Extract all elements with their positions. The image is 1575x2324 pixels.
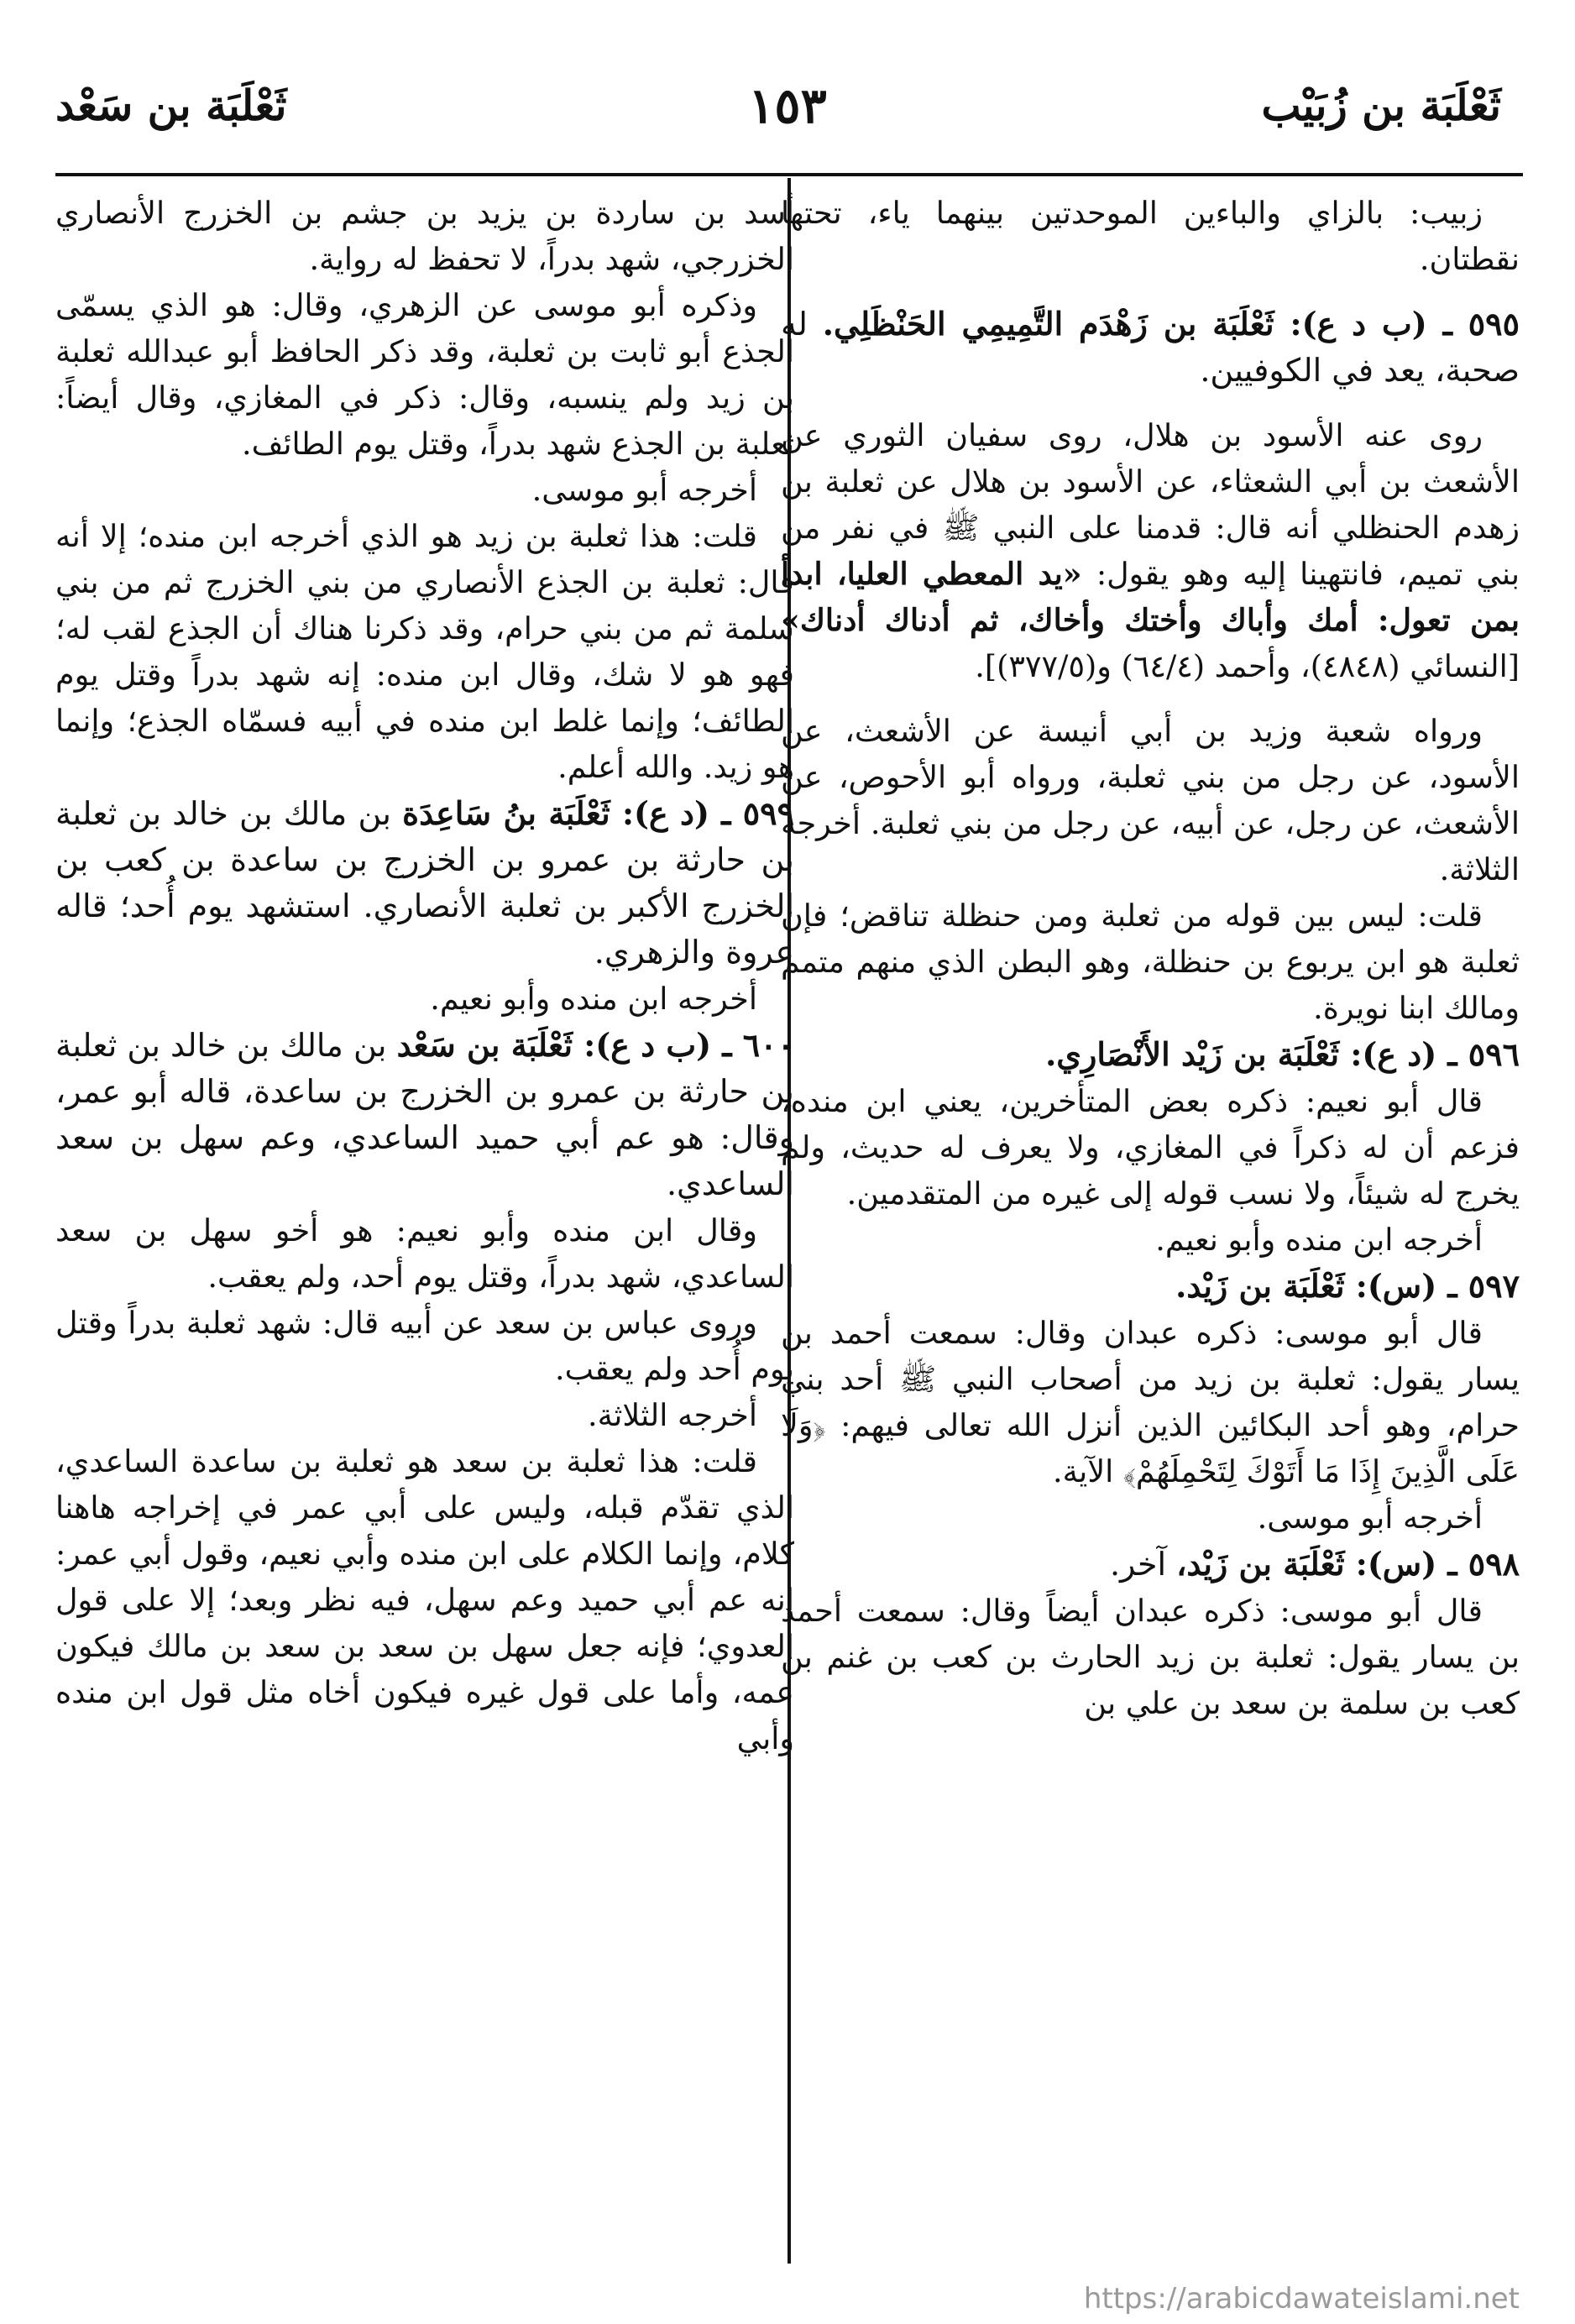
paragraph (55, 1300, 794, 1392)
paragraph-text: قلت: ليس بين قوله من ثعلبة ومن حنظلة تناقض؛ فإن ثعلبة هو ابن يربوع بن حنظلة، وهو البطن الذي منهم متمم ومالك ابنا نويرة. (781, 898, 1520, 1026)
entry-heading: ٥٩٥ ـ (ب د ع): ثَعْلَبَة بن زَهْدَم التَّمِيمِي الحَنْظَلِي. (822, 305, 1520, 343)
paragraph (55, 513, 794, 790)
paragraph-text: روى عنه الأسود بن هلال، روى سفيان الثوري عن الأشعث بن أبي الشعثاء، عن الأسود بن هلال عن ثعلبة بن زهدم الحنظلي أنه قال: قدمنا على النبي ﷺ في نفر من بني تميم، فانتهينا إليه وهو يقول: (781, 417, 1520, 592)
entry-paragraph (55, 1022, 794, 1207)
entry-paragraph (781, 301, 1520, 394)
paragraph-text: قال أبو موسى: ذكره عبدان أيضاً وقال: سمعت أحمد بن يسار يقول: ثعلبة بن زيد الحارث بن كعب بن غنم بن كعب بن سلمة بن سعد بن علي بن (781, 1593, 1520, 1721)
paragraph (781, 892, 1520, 1031)
entry-heading: ٥٩٩ ـ (د ع): ثَعْلَبَة بنُ سَاعِدَة (402, 794, 794, 832)
paragraph (781, 1217, 1520, 1263)
paragraph-text: وقال ابن منده وأبو نعيم: هو أخو سهل بن سعد الساعدي، شهد بدراً، وقتل يوم أحد، ولم يعقب. (55, 1212, 794, 1295)
entry-heading: ٥٩٨ ـ (س): ثَعْلَبَة بن زَيْد، (1176, 1545, 1520, 1583)
paragraph-text: وذكره أبو موسى عن الزهري، وقال: هو الذي يسمّى الجذع أبو ثابت بن ثعلبة، وقد ذكر الحافظ أبو عبدالله ثعلبة بن زيد ولم ينسبه، وقال: ذكر في المغازي، وقال أيضاً: ثعلبة بن الجذع شهد بدراً، وقتل يوم الطائف. (55, 287, 794, 462)
header-left-title: ثَعْلَبَة بن سَعْد (55, 81, 287, 130)
paragraph-text: أسد بن ساردة بن يزيد بن جشم بن الخزرج الأنصاري الخزرجي، شهد بدراً، لا تحفظ له رواية. (55, 195, 794, 277)
paragraph-text: ورواه شعبة وزيد بن أبي أنيسة عن الأشعث، عن الأسود، عن رجل من بني ثعلبة، ورواه أبو الأحوص، عن الأشعث، عن رجل، عن أبيه، عن رجل من بني ثعلبة. أخرجه الثلاثة. (781, 713, 1520, 887)
header-rule (55, 173, 1523, 176)
entry-heading: ٦٠٠ ـ (ب د ع): ثَعْلَبَة بن سَعْد (396, 1026, 794, 1064)
header-right-title: ثَعْلَبَة بن زُبَيْب (1261, 81, 1501, 130)
paragraph (55, 467, 794, 513)
paragraph-text: بن مالك بن خالد بن ثعلبة بن حارثة بن عمرو بن الخزرج بن ساعدة، قاله أبو عمر، وقال: هو عم أبي حميد الساعدي، وعم سهل بن سعد الساعدي. (55, 1027, 794, 1202)
entry-heading: ٥٩٦ ـ (د ع): ثَعْلَبَة بن زَيْد الأَنْصَارِي. (1045, 1035, 1520, 1073)
paragraph-text: بن مالك بن خالد بن ثعلبة بن حارثة بن عمرو بن الخزرج بن ساعدة بن كعب بن الخزرج الأكبر بن ثعلبة الأنصاري. استشهد يوم أُحد؛ قاله عروة والزهري. (55, 795, 794, 971)
paragraph (781, 1078, 1520, 1217)
paragraph (781, 1310, 1520, 1494)
entry-paragraph (781, 1031, 1520, 1078)
entry-paragraph (55, 790, 794, 976)
paragraph (55, 1438, 794, 1761)
paragraph-text: وروى عباس بن سعد عن أبيه قال: شهد ثعلبة بدراً وقتل يوم أُحد ولم يعقب. (55, 1305, 794, 1387)
paragraph (55, 190, 794, 282)
entry-heading: ٥٩٧ ـ (س): ثَعْلَبَة بن زَيْد. (1175, 1267, 1520, 1305)
paragraph-text: أخرجه ابن منده وأبو نعيم. (430, 981, 757, 1017)
right-column (781, 190, 1520, 1726)
paragraph (55, 282, 794, 467)
paragraph-text: قلت: هذا ثعلبة بن سعد هو ثعلبة بن ساعدة الساعدي، الذي تقدّم قبله، وليس على أبي عمر في إخراجه هاهنا كلام، وإنما الكلام على ابن منده وأبي نعيم، وقول أبي عمر: إنه عم أبي حميد وعم سهل، فيه نظر وبعد؛ إلا على قول العدوي؛ فإنه جعل سهل بن سعد بن سعد بن مالك فيكون عمه، وأما على قول غيره فيكون أخاه مثل قول ابن منده وأبي (55, 1443, 794, 1756)
paragraph-text: أخرجه أبو موسى. (1257, 1500, 1483, 1536)
paragraph (781, 1588, 1520, 1726)
running-header (0, 77, 1575, 165)
citation-text: [النسائي (٤٨٤٨)، وأحمد (٦٤/٤) و(٣٧٧/٥)]. (975, 648, 1520, 684)
paragraph-text: أخرجه ابن منده وأبو نعيم. (1155, 1222, 1483, 1258)
paragraph-text: أخرجه أبو موسى. (531, 472, 757, 508)
paragraph-text: قال أبو موسى: ذكره عبدان وقال: سمعت أحمد بن يسار يقول: ثعلبة بن زيد من أصحاب النبي ﷺ أحد بني حرام، وهو أحد البكائين الذين أنزل الله تعالى فيهم: ﴿وَلَا عَلَى الَّذِينَ إِذَا مَا أَتَوْكَ لِتَحْمِلَهُمْ﴾ الآية. (781, 1315, 1520, 1489)
paragraph (781, 1494, 1520, 1541)
paragraph-text: قال أبو نعيم: ذكره بعض المتأخرين، يعني ابن منده، فزعم أن له ذكراً في المغازي، ولا يعرف له حديث، ولم يخرج له شيئاً، ولا نسب قوله إلى غيره من المتقدمين. (781, 1083, 1520, 1212)
hadith-quote: «يد المعطي العليا، ابدأ بمن تعول: أمك وأباك وأختك وأخاك، ثم أدناك أدناك» (781, 556, 1520, 638)
paragraph (781, 190, 1520, 282)
paragraph-text: آخر. (1109, 1546, 1177, 1583)
paragraph (55, 1207, 794, 1300)
paragraph-text: له صحبة، يعد في الكوفيين. (781, 306, 1520, 389)
watermark-url[interactable]: https://arabicdawateislami.net (1083, 2282, 1520, 2316)
entry-paragraph (781, 1541, 1520, 1588)
paragraph (55, 976, 794, 1022)
paragraph (781, 708, 1520, 892)
left-column (55, 190, 794, 1761)
paragraph (55, 1392, 794, 1438)
paragraph-text: قلت: هذا ثعلبة بن زيد هو الذي أخرجه ابن منده؛ إلا أنه قال: ثعلبة بن الجذع الأنصاري من بني الخزرج ثم من بني سلمة ثم من بني حرام، وقد ذكرنا هناك أن الجذع لقب له؛ فهو هو لا شك، وقال ابن منده: إنه شهد بدراً وقتل يوم الطائف؛ وإنما غلط ابن منده في أبيه فسمّاه الجذع؛ وإنما هو زيد. والله أعلم. (55, 518, 794, 785)
entry-paragraph (781, 1263, 1520, 1310)
paragraph (781, 412, 1520, 689)
page-number: ١٥٣ (748, 77, 827, 134)
paragraph-text: زبيب: بالزاي والباءين الموحدتين بينهما ياء، تحتها نقطتان. (781, 195, 1520, 277)
paragraph-text: أخرجه الثلاثة. (588, 1397, 757, 1433)
